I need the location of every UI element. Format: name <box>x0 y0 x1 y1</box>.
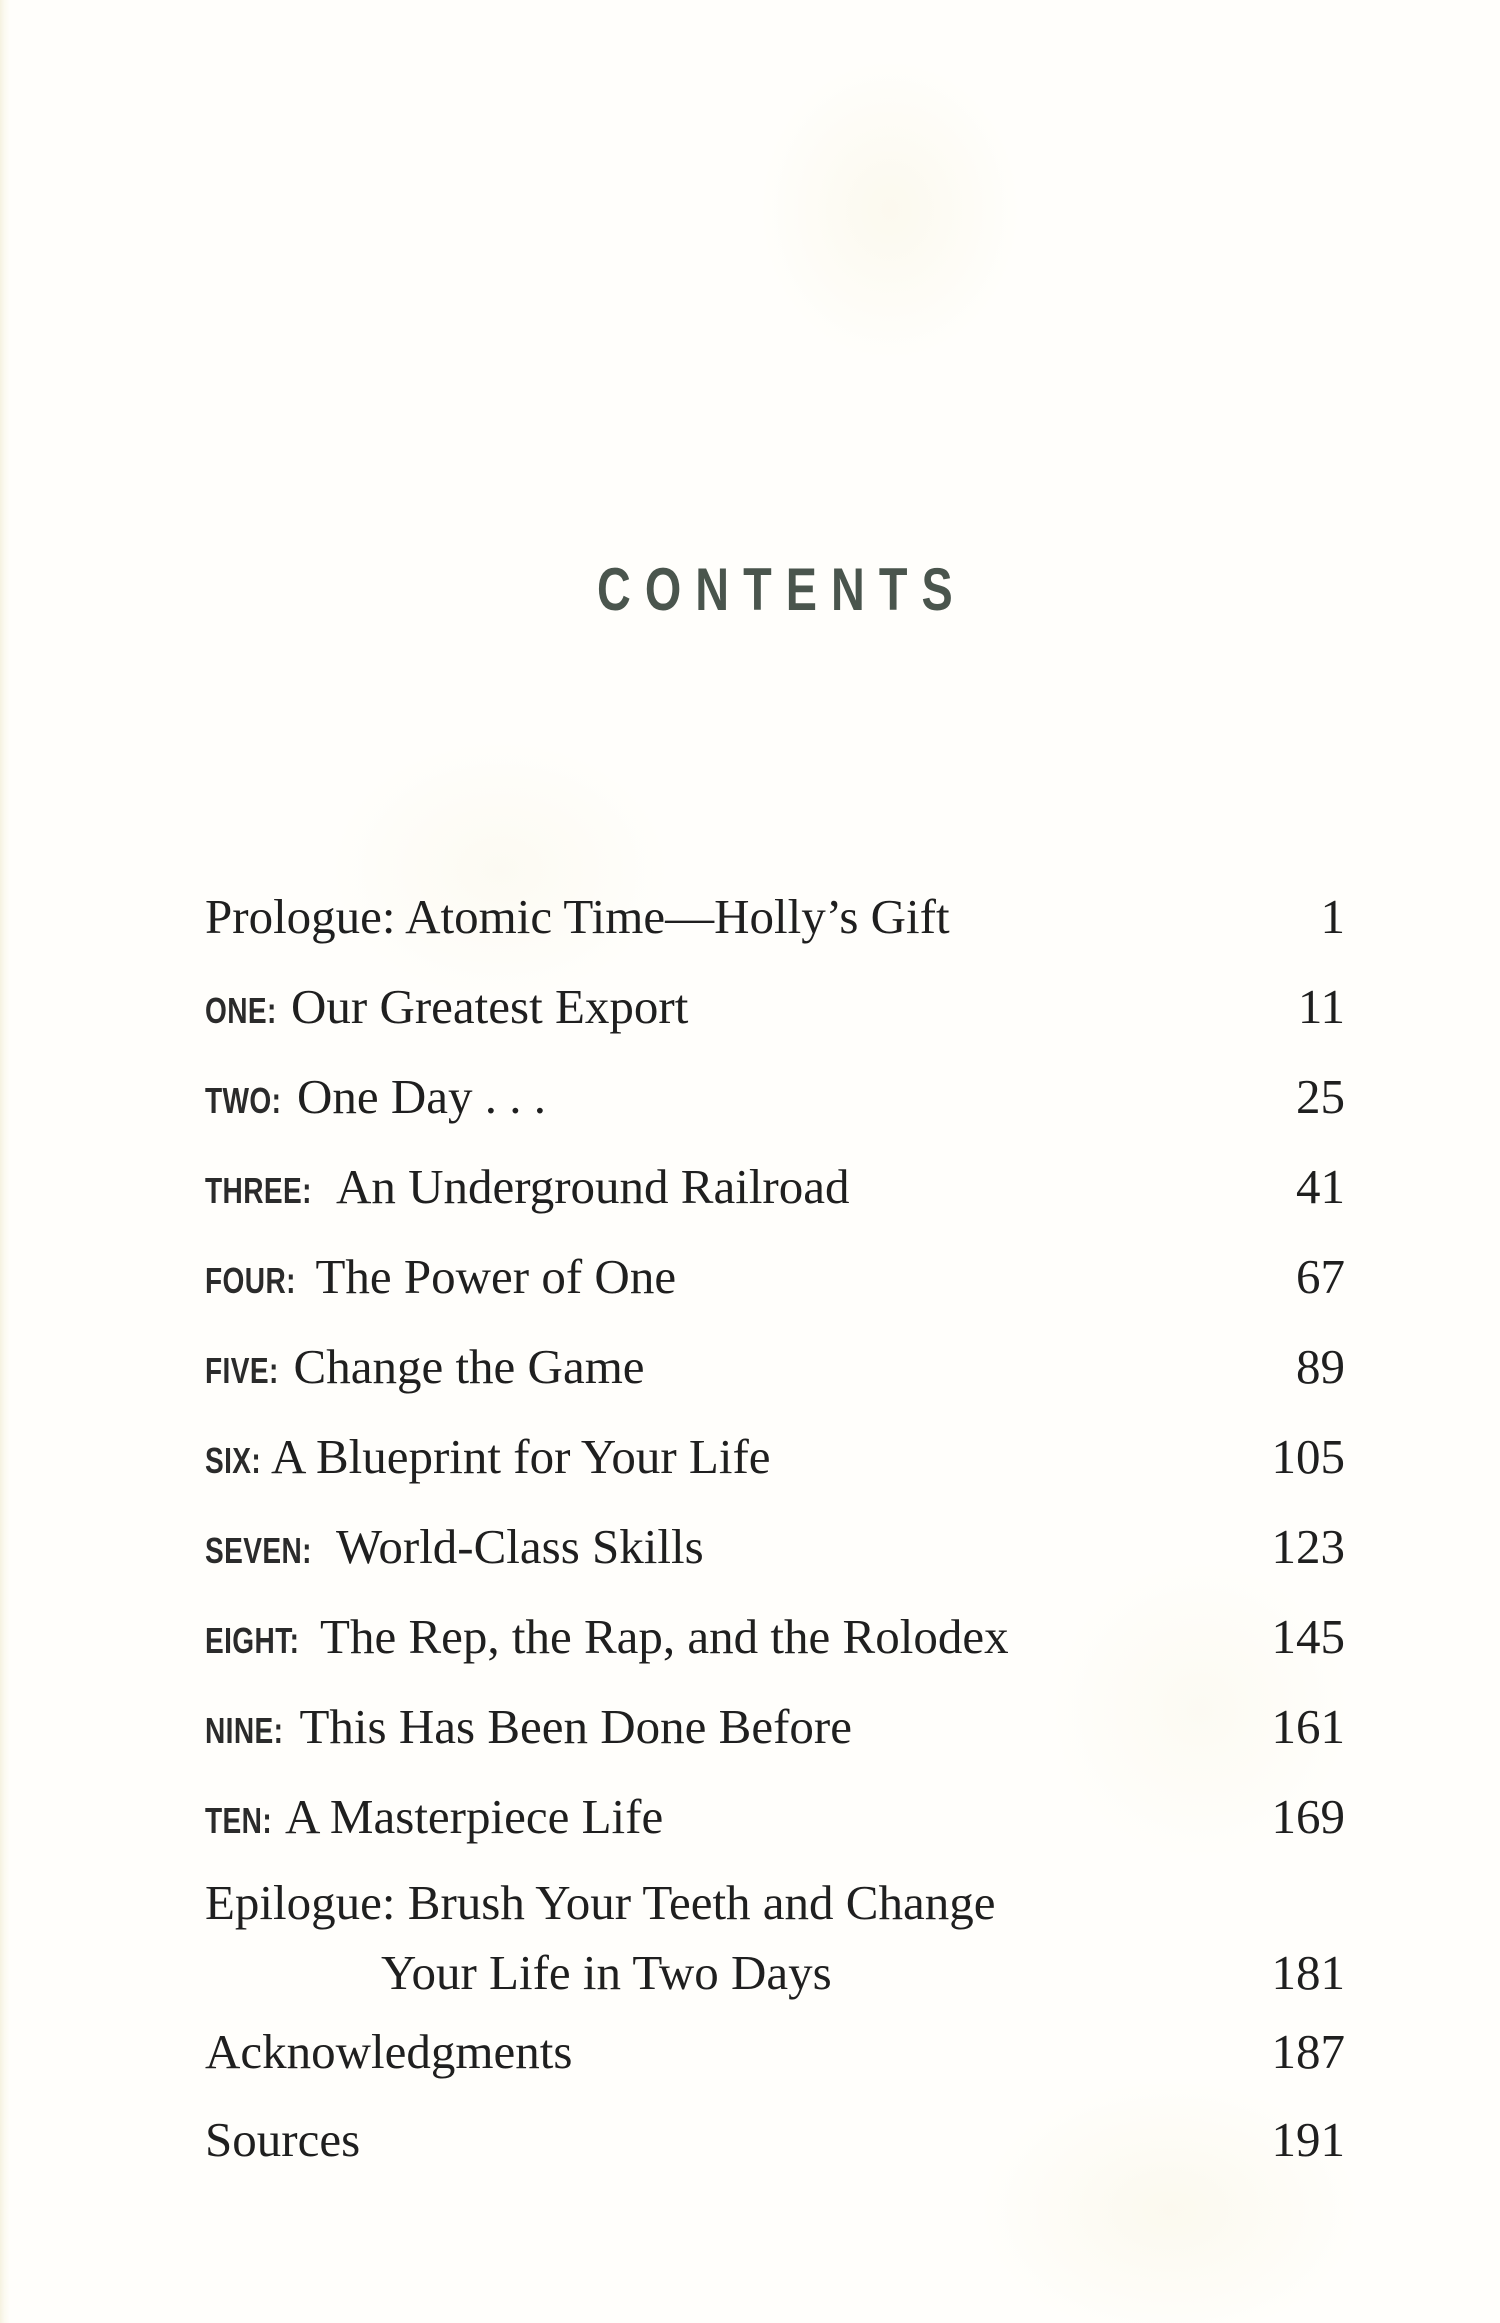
chapter-title: Acknowledgments <box>205 2024 573 2079</box>
entry-title-group <box>205 1697 852 1757</box>
page-number: 187 <box>1271 2024 1345 2079</box>
toc-row-three <box>205 1142 1345 1232</box>
toc-row-five <box>205 1322 1345 1412</box>
table-of-contents <box>205 872 1345 2184</box>
toc-row-sources <box>205 2096 1345 2184</box>
chapter-label: THREE: <box>205 1170 312 1211</box>
chapter-title: Sources <box>205 2112 361 2167</box>
chapter-title: A Blueprint for Your Life <box>271 1429 771 1484</box>
page-number: 1 <box>1320 889 1345 944</box>
chapter-title: Change the Game <box>293 1339 645 1394</box>
chapter-title: Prologue: Atomic Time—Holly’s Gift <box>205 889 950 944</box>
entry-title-group <box>205 1247 676 1307</box>
chapter-title: One Day . . . <box>296 1069 546 1124</box>
page-number: 67 <box>1296 1249 1345 1304</box>
chapter-label: SEVEN: <box>205 1530 312 1571</box>
chapter-label: FIVE: <box>205 1350 279 1391</box>
entry-title-group <box>205 977 688 1037</box>
chapter-label: TEN: <box>205 1800 273 1841</box>
entry-title-group <box>205 887 950 947</box>
entry-title-group <box>205 1337 645 1397</box>
entry-title-group <box>205 1607 1009 1667</box>
toc-row-four <box>205 1232 1345 1322</box>
toc-row-nine <box>205 1682 1345 1772</box>
chapter-title: World-Class Skills <box>336 1519 704 1574</box>
toc-row-seven <box>205 1502 1345 1592</box>
entry-title-group <box>205 1067 546 1127</box>
page-number: 11 <box>1297 979 1345 1034</box>
page-number: 105 <box>1271 1429 1345 1484</box>
page-number: 41 <box>1296 1159 1345 1214</box>
chapter-label: NINE: <box>205 1710 284 1751</box>
entry-title-group <box>205 1157 850 1217</box>
page-number: 89 <box>1296 1339 1345 1394</box>
chapter-title: Our Greatest Export <box>291 979 689 1034</box>
chapter-label: EIGHT: <box>205 1620 300 1661</box>
epilogue-line1: Epilogue: Brush Your Teeth and Change <box>205 1875 996 1930</box>
scan-artifact <box>760 60 1020 360</box>
page-number: 181 <box>1271 1945 1345 2000</box>
chapter-label: FOUR: <box>205 1260 296 1301</box>
entry-title-group <box>205 2022 572 2082</box>
toc-row-prologue <box>205 872 1345 962</box>
toc-row-epilogue <box>205 1862 1345 2008</box>
scan-edge-tint <box>0 0 10 2323</box>
page-number: 169 <box>1271 1789 1345 1844</box>
entry-title-group <box>205 1787 663 1847</box>
chapter-title: The Power of One <box>315 1249 677 1304</box>
page-number: 123 <box>1271 1519 1345 1574</box>
toc-row-acknowledgments <box>205 2008 1345 2096</box>
entry-title-group <box>205 2110 360 2170</box>
page-number: 25 <box>1296 1069 1345 1124</box>
chapter-label: SIX: <box>205 1440 262 1481</box>
chapter-title: A Masterpiece Life <box>285 1789 664 1844</box>
page-number: 145 <box>1271 1609 1345 1664</box>
contents-heading: CONTENTS <box>597 556 967 623</box>
chapter-title: The Rep, the Rap, and the Rolodex <box>320 1609 1009 1664</box>
toc-row-ten <box>205 1772 1345 1862</box>
chapter-title: An Underground Railroad <box>336 1159 850 1214</box>
page-number: 191 <box>1271 2112 1345 2167</box>
entry-title-group <box>205 1517 704 1577</box>
toc-row-six <box>205 1412 1345 1502</box>
chapter-label: TWO: <box>205 1080 282 1121</box>
page-number: 161 <box>1271 1699 1345 1754</box>
chapter-label: ONE: <box>205 990 277 1031</box>
toc-row-one <box>205 962 1345 1052</box>
epilogue-line2: Your Life in Two Days <box>381 1945 832 2000</box>
toc-row-two <box>205 1052 1345 1142</box>
toc-row-eight <box>205 1592 1345 1682</box>
chapter-title: This Has Been Done Before <box>299 1699 852 1754</box>
entry-title-group <box>205 1868 995 2008</box>
entry-title-group <box>205 1427 771 1487</box>
